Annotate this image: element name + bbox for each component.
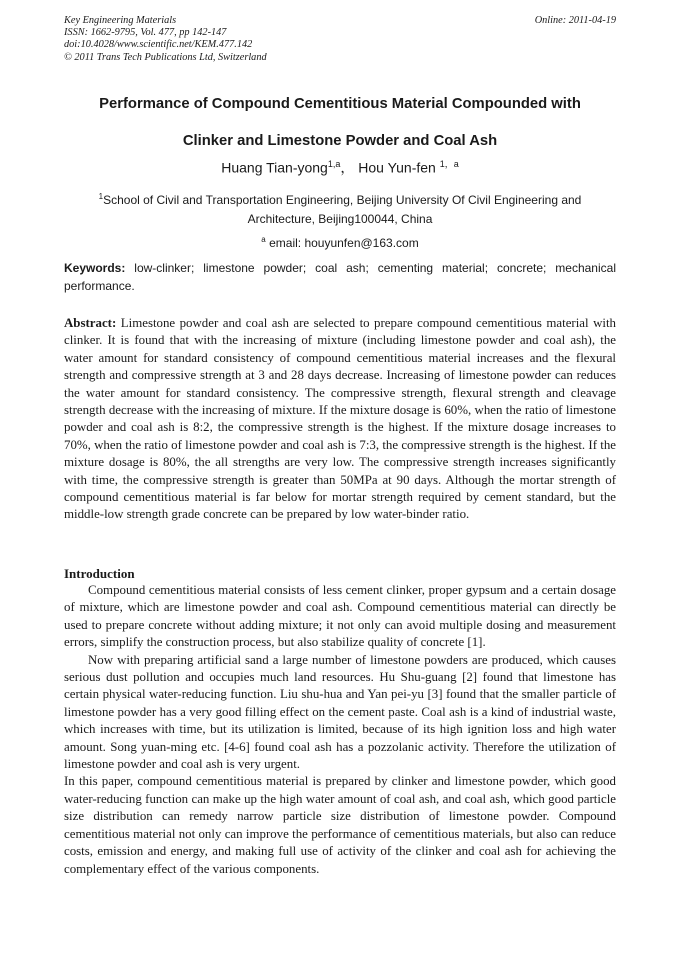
- intro-paragraph-3: In this paper, compound cementitious material is prepared by clinker and limestone powder, which good water-reducing function can make up the high water amount of coal ash, and coal ash, which good particle size distribution can remedy narrow particle size distribution of limestone powder. Compound cementitious material not only can improve the performance of cementitious materials, but also can reduce costs, emission and energy, and making full use of activity of the clinker and coal ash for achieving the complementary effect of the various components.: [64, 774, 616, 876]
- author-separator: ，: [340, 159, 355, 176]
- affiliation-text: School of Civil and Transportation Engineering, Beijing University Of Civil Engineering and Architecture, Beijing100044, China: [103, 193, 582, 226]
- email-mark: a: [261, 235, 266, 244]
- publication-header: [64, 15, 616, 64]
- paper-title: [64, 86, 616, 160]
- contact-email: [64, 231, 616, 252]
- author-2-affil-mark: 1，a: [439, 159, 459, 169]
- keywords-text: low-clinker; limestone powder; coal ash; cementing material; concrete; mechanical performance.: [64, 261, 616, 293]
- affiliation-mark: 1: [98, 192, 104, 201]
- abstract-text: Limestone powder and coal ash are selected to prepare compound cementitious material with clinker. It is found that with the increasing of mixture (including limestone powder and coal ash), the water amount for standard consistency of compound cementitious material increases and the flexural strength and compressive strength at 3 and 28 days decrease. Increasing of limestone powder can reduces the water amount for standard consistency. The compressive strength, flexural strength and cleavage strength decrease with the increasing of mixture. If the mixture dosage is 60%, when the ratio of limestone powder and coal ash is 8:2, the compressive strength is the highest. If the mixture dosage increases to 70%, when the ratio of limestone powder and coal ash is 7:3, the compressive strength is the highest. If the mixture dosage is 80%, the all strengths are very low. The compressive strength increases significantly with time, the compressive strength is greater than 50MPa at 90 days. Although the mortar strength of compound cementitious material is far below for mortar strength required by cement standard, but the middle-low strength grade concrete can be prepared by low water-binder ratio.: [64, 316, 616, 522]
- intro-paragraph-1: Compound cementitious material consists of less cement clinker, proper gypsum and a certain dosage of mixture, which are limestone powder and coal ash. Compound cementitious material can directly be used to prepare concrete without adding mixture; it not only can avoid multiple dosing and measurement errors, simplify the construction process, but also stabilize quality of concrete [1].: [64, 583, 616, 650]
- keywords-label: Keywords:: [64, 261, 126, 275]
- affiliation: [64, 187, 616, 229]
- author-list: [64, 154, 616, 178]
- author-1-affil-mark: 1,a: [327, 159, 341, 169]
- abstract-label: Abstract:: [64, 316, 117, 330]
- issn-line: ISSN: 1662-9795, Vol. 477, pp 142-147: [64, 27, 227, 39]
- introduction-body: [64, 582, 616, 878]
- section-heading-introduction: Introduction: [64, 566, 135, 581]
- author-2-name: Hou Yun-fen: [358, 159, 436, 176]
- keywords: [64, 259, 616, 295]
- abstract: [64, 315, 616, 524]
- copyright-line: © 2011 Trans Tech Publications Ltd, Switzerland: [64, 51, 267, 63]
- email-text[interactable]: email: houyunfen@163.com: [269, 236, 419, 250]
- online-date: Online: 2011-04-19: [534, 15, 616, 26]
- author-1-name: Huang Tian-yong: [221, 159, 328, 176]
- intro-paragraph-2: Now with preparing artificial sand a large number of limestone powders are produced, which causes serious dust pollution and occupies much land resources. Hu Shu-guang [2] found that limestone has certain physical water-reducing function. Liu shu-hua and Yan pei-yu [3] found that the smaller particle of limestone powder has a very good filling effect on the cement paste. Coal ash is a kind of industrial waste, which increases with time, but its utilization is limited, because of its high ignition loss and high water amount. Song yuan-ming etc. [4-6] found coal ash has a pozzolanic activity. Therefore the utilization of limestone powder and coal ash is very urgent.: [64, 652, 616, 772]
- title-line-1: Performance of Compound Cementitious Material Compounded with: [99, 96, 581, 112]
- title-line-2: Clinker and Limestone Powder and Coal Ash: [182, 133, 498, 149]
- doi-line[interactable]: doi:10.4028/www.scientific.net/KEM.477.142: [64, 39, 253, 51]
- journal-name: Key Engineering Materials: [64, 15, 177, 26]
